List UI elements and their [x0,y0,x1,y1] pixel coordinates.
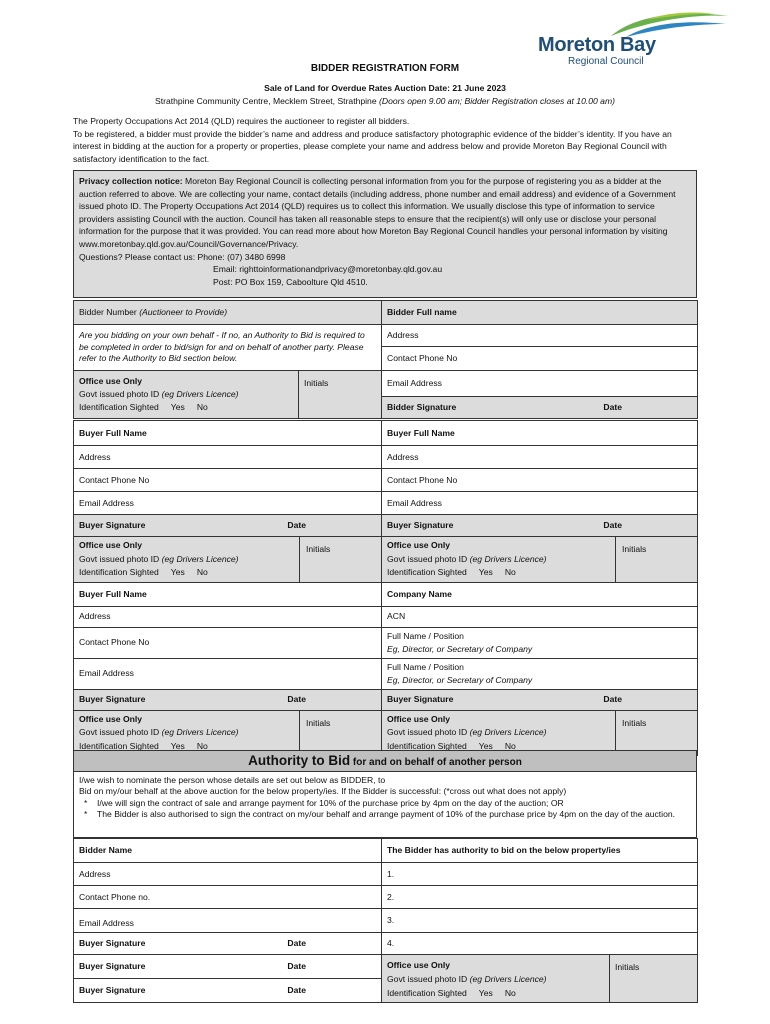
authority-table [73,838,698,1003]
form-title: BIDDER REGISTRATION FORM [310,63,460,74]
buyer1-full-name[interactable]: Buyer Full Name [74,421,382,446]
intro-line-2: To be registered, a bidder must provide the bidder’s name and address and produce satisfactory photographic evidence of the bidder’s identity. If you have an interest in bidding at the auction for a property or properties, please complete your name and address below and provide Moreton Bay Regional Council with satisfactory identification to the fact. [73,128,672,164]
intro-text [73,115,698,165]
privacy-label: Privacy collection notice: [79,176,183,186]
buyer2-full-name[interactable]: Buyer Full Name [382,421,698,446]
privacy-questions: Questions? Please contact us: Phone: (07) 3480 6998 [79,251,286,262]
bidder-number-field[interactable]: Bidder Number (Auctioneer to Provide) [74,301,382,325]
auction-subtitle: Sale of Land for Overdue Rates Auction Date: 21 June 2023 [264,83,506,93]
authority-properties-heading: The Bidder has authority to bid on the below property/ies [382,839,698,863]
authority-signature-3[interactable]: Buyer Signature Date [74,979,382,1003]
office-use-company: Office use Only Govt issued photo ID (eg Drivers Licence) Identification Sighted Yes No Initials [382,710,698,756]
initials-authority[interactable]: Initials [610,955,698,1003]
buyer2-signature[interactable]: Buyer Signature Date [382,515,698,537]
bidder-buyer-table [73,300,698,419]
venue-line [0,96,770,106]
company-signature[interactable]: Buyer Signature Date [382,689,698,710]
property-2[interactable]: 2. [382,886,698,909]
privacy-text: Moreton Bay Regional Council is collecting personal information from you for the purpose of registering you as a bidder at the auction referred to above. We are collecting your name, contact details (including address, phone number and email address) and evidence of a Government issued photo ID. The Property Occupations Act 2014 (QLD) requires us to collect this information. We usually disclose this type of information to service providers assisting Council with the auction. Council has taken all reasonable steps to ensure that the recipient(s) will only use or disclose your personal information for the purpose that it was provided. You can read more about how Moreton Bay Regional Council handles your personal information by visiting www.moretonbay.qld.gov.au/Council/Governance/Privacy. [79,176,676,249]
buyer1-email[interactable]: Email Address [74,492,382,515]
acn-field[interactable]: ACN [382,606,698,627]
office-use-buyer1: Office use Only Govt issued photo ID (eg Drivers Licence) Identification Sighted Yes No Initials [74,537,382,583]
buyer1-signature[interactable]: Buyer Signature Date [74,515,382,537]
logo-brand: Moreton Bay [538,34,656,56]
buyer1-phone[interactable]: Contact Phone No [74,469,382,492]
initials-bidder[interactable]: Initials [299,371,382,419]
bidder-signature-field[interactable]: Bidder Signature Date [382,397,698,419]
position-field-2[interactable]: Full Name / Position Eg, Director, or Secretary of Company [382,658,698,689]
initials-buyer3[interactable]: Initials [299,711,381,756]
office-use-buyer3: Office use Only Govt issued photo ID (eg Drivers Licence) Identification Sighted Yes No Initials [74,710,382,756]
initials-buyer1[interactable]: Initials [299,537,381,582]
bidder-address-field[interactable]: Address [382,325,698,347]
buyer2-email[interactable]: Email Address [382,492,698,515]
moreton-bay-logo [536,10,731,68]
authority-header: Authority to Bid for and on behalf of another person [73,750,697,772]
privacy-post: Post: PO Box 159, Caboolture Qld 4510. [213,276,368,287]
initials-buyer2[interactable]: Initials [615,537,697,582]
office-use-buyer2: Office use Only Govt issued photo ID (eg Drivers Licence) Identification Sighted Yes No Initials [382,537,698,583]
authority-signature-2[interactable]: Buyer Signature Date [74,955,382,979]
buyer3-full-name[interactable]: Buyer Full Name [74,582,382,606]
authority-text: I/we wish to nominate the person whose details are set out below as BIDDER, to Bid on my/our behalf at the above auction for the below property/ies. If the Bidder is successful: (*cross out what does not apply) * I/we will sign the contract of sale and arrange payment for 10% of the purchase price by 4pm on the day of the auction; OR * The Bidder is also authorised to sign the contract on my/our behalf and arrange payment of 10% of the purchase price by 4pm on the day of the auction. [73,772,697,838]
office-use-bidder: Office use Only Govt issued photo ID (eg Drivers Licence) Identification Sighted Yes No [74,371,299,419]
venue: Strathpine Community Centre, Mecklem Street, Strathpine [155,96,377,106]
office-use-authority: Office use Only Govt issued photo ID (eg Drivers Licence) Identification Sighted Yes No [382,955,610,1003]
authority-address[interactable]: Address [74,863,382,886]
buyer3-signature[interactable]: Buyer Signature Date [74,689,382,710]
property-1[interactable]: 1. [382,863,698,886]
buyers-table [73,420,698,756]
buyer1-address[interactable]: Address [74,446,382,469]
property-4[interactable]: 4. [382,933,698,955]
buyer3-phone[interactable]: Contact Phone No [74,627,382,658]
buyer2-address[interactable]: Address [382,446,698,469]
authority-option-1[interactable]: * I/we will sign the contract of sale and arrange payment for 10% of the purchase price by 4pm on the day of the auction; OR [79,798,691,809]
position-field-1[interactable]: Full Name / Position Eg, Director, or Secretary of Company [382,627,698,658]
privacy-email: Email: righttoinformationandprivacy@moretonbay.qld.gov.au [213,264,443,275]
buyer2-phone[interactable]: Contact Phone No [382,469,698,492]
bidder-phone-field[interactable]: Contact Phone No [382,347,698,371]
privacy-notice [73,170,697,298]
company-name-field[interactable]: Company Name [382,582,698,606]
property-3[interactable]: 3. [382,909,698,933]
venue-times: (Doors open 9.00 am; Bidder Registration closes at 10.00 am) [379,96,615,106]
authority-phone[interactable]: Contact Phone no. [74,886,382,909]
bidder-email-field[interactable]: Email Address [382,371,698,397]
authority-signature-1[interactable]: Buyer Signature Date [74,933,382,955]
intro-line-1: The Property Occupations Act 2014 (QLD) requires the auctioneer to register all bidders. [73,116,410,126]
authority-bidder-name[interactable]: Bidder Name [74,839,382,863]
logo-subtitle: Regional Council [568,56,644,67]
buyer3-address[interactable]: Address [74,606,382,627]
bidder-full-name-field[interactable]: Bidder Full name [382,301,698,325]
initials-company[interactable]: Initials [615,711,697,756]
own-behalf-note: Are you bidding on your own behalf - If no, an Authority to Bid is required to be completed in order to bid/sign for and on behalf of another party. Please refer to the Authority to Bid section below. [74,325,382,371]
authority-option-2[interactable]: * The Bidder is also authorised to sign the contract on my/our behalf and arrange payment of 10% of the purchase price by 4pm on the day of the auction. [79,809,691,820]
buyer3-email[interactable]: Email Address [74,658,382,689]
authority-email[interactable]: Email Address [74,909,382,933]
